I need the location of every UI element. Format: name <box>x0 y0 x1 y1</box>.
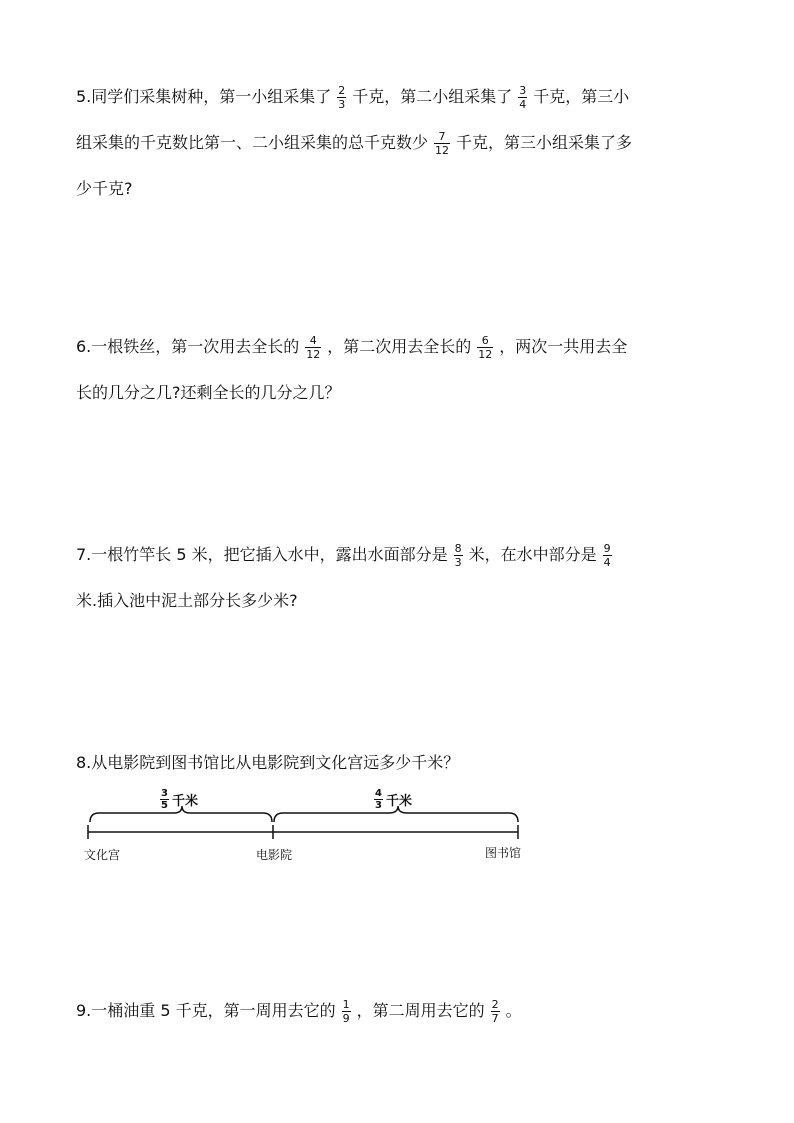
question-line <box>76 740 726 786</box>
fraction <box>454 542 463 569</box>
fraction-denominator: 4 <box>603 556 611 569</box>
fraction-numerator: 3 <box>519 84 527 97</box>
question-text: ，第二周用去它的 <box>356 1001 485 1020</box>
question-line <box>76 324 726 370</box>
question-5 <box>76 74 726 212</box>
station-library: 图书馆 <box>485 846 522 860</box>
fraction-denominator: 12 <box>306 348 321 361</box>
question-text: 米，在水中部分是 <box>468 545 597 564</box>
fraction-numerator: 9 <box>603 542 611 555</box>
fraction-numerator: 7 <box>438 130 446 143</box>
fraction-denominator: 3 <box>454 556 462 569</box>
fraction <box>337 84 346 111</box>
question-text: 千克，第三小组采集了多 <box>456 133 633 152</box>
question-text: 9.一桶油重 5 千克，第一周用去它的 <box>76 1001 336 1020</box>
fraction-numerator: 2 <box>338 84 346 97</box>
question-text: 6.一根铁丝，第一次用去全长的 <box>76 337 300 356</box>
left-distance-label: $\frac{3}{5}$ 千米 <box>161 788 198 811</box>
fraction <box>518 84 527 111</box>
question-text: 米.插入池中泥土部分长多少米? <box>76 591 298 610</box>
fraction-numerator: 1 <box>342 998 350 1011</box>
fraction-numerator: 2 <box>491 998 499 1011</box>
question-line <box>76 988 726 1034</box>
question-line <box>76 120 726 166</box>
fraction <box>305 334 321 361</box>
question-text: 组采集的千克数比第一、二小组采集的总千克数少 <box>76 133 429 152</box>
question-line <box>76 532 726 578</box>
fraction-denominator: 4 <box>519 98 527 111</box>
fraction-denominator: 3 <box>338 98 346 111</box>
fraction <box>434 130 450 157</box>
question-text: ，两次一共用去全 <box>499 337 628 356</box>
fraction <box>342 998 351 1025</box>
question-text: ，第二次用去全长的 <box>327 337 472 356</box>
distance-diagram <box>80 782 530 862</box>
right-distance-label: $\frac{4}{3}$ 千米 <box>375 788 412 811</box>
fraction <box>491 998 500 1025</box>
fraction <box>477 334 493 361</box>
fraction-numerator: 8 <box>454 542 462 555</box>
question-7 <box>76 532 726 624</box>
fraction-numerator: 6 <box>481 334 489 347</box>
question-text: 7.一根竹竿长 5 米，把它插入水中，露出水面部分是 <box>76 545 448 564</box>
question-text: 8.从电影院到图书馆比从电影院到文化宫远多少千米？ <box>76 753 460 772</box>
fraction-denominator: 12 <box>435 144 450 157</box>
question-6 <box>76 324 726 416</box>
question-9 <box>76 988 726 1034</box>
fraction-denominator: 7 <box>491 1012 499 1025</box>
question-text: 千克，第三小 <box>533 87 630 106</box>
fraction <box>603 542 612 569</box>
station-cultural-palace: 文化宫 <box>84 848 121 862</box>
question-text: 少千克? <box>76 179 133 198</box>
distance-line <box>80 782 530 862</box>
question-line <box>76 166 726 212</box>
question-line <box>76 74 726 120</box>
question-text: 千克，第二小组采集了 <box>352 87 513 106</box>
question-text: 5.同学们采集树种，第一小组采集了 <box>76 87 332 106</box>
question-text: 。 <box>505 1001 522 1020</box>
question-line <box>76 370 726 416</box>
question-line <box>76 578 726 624</box>
fraction-numerator: 4 <box>309 334 317 347</box>
question-text: 长的几分之几?还剩全长的几分之几？ <box>76 383 341 402</box>
question-8 <box>76 740 726 786</box>
fraction-denominator: 9 <box>342 1012 350 1025</box>
station-cinema: 电影院 <box>256 848 293 862</box>
fraction-denominator: 12 <box>478 348 493 361</box>
